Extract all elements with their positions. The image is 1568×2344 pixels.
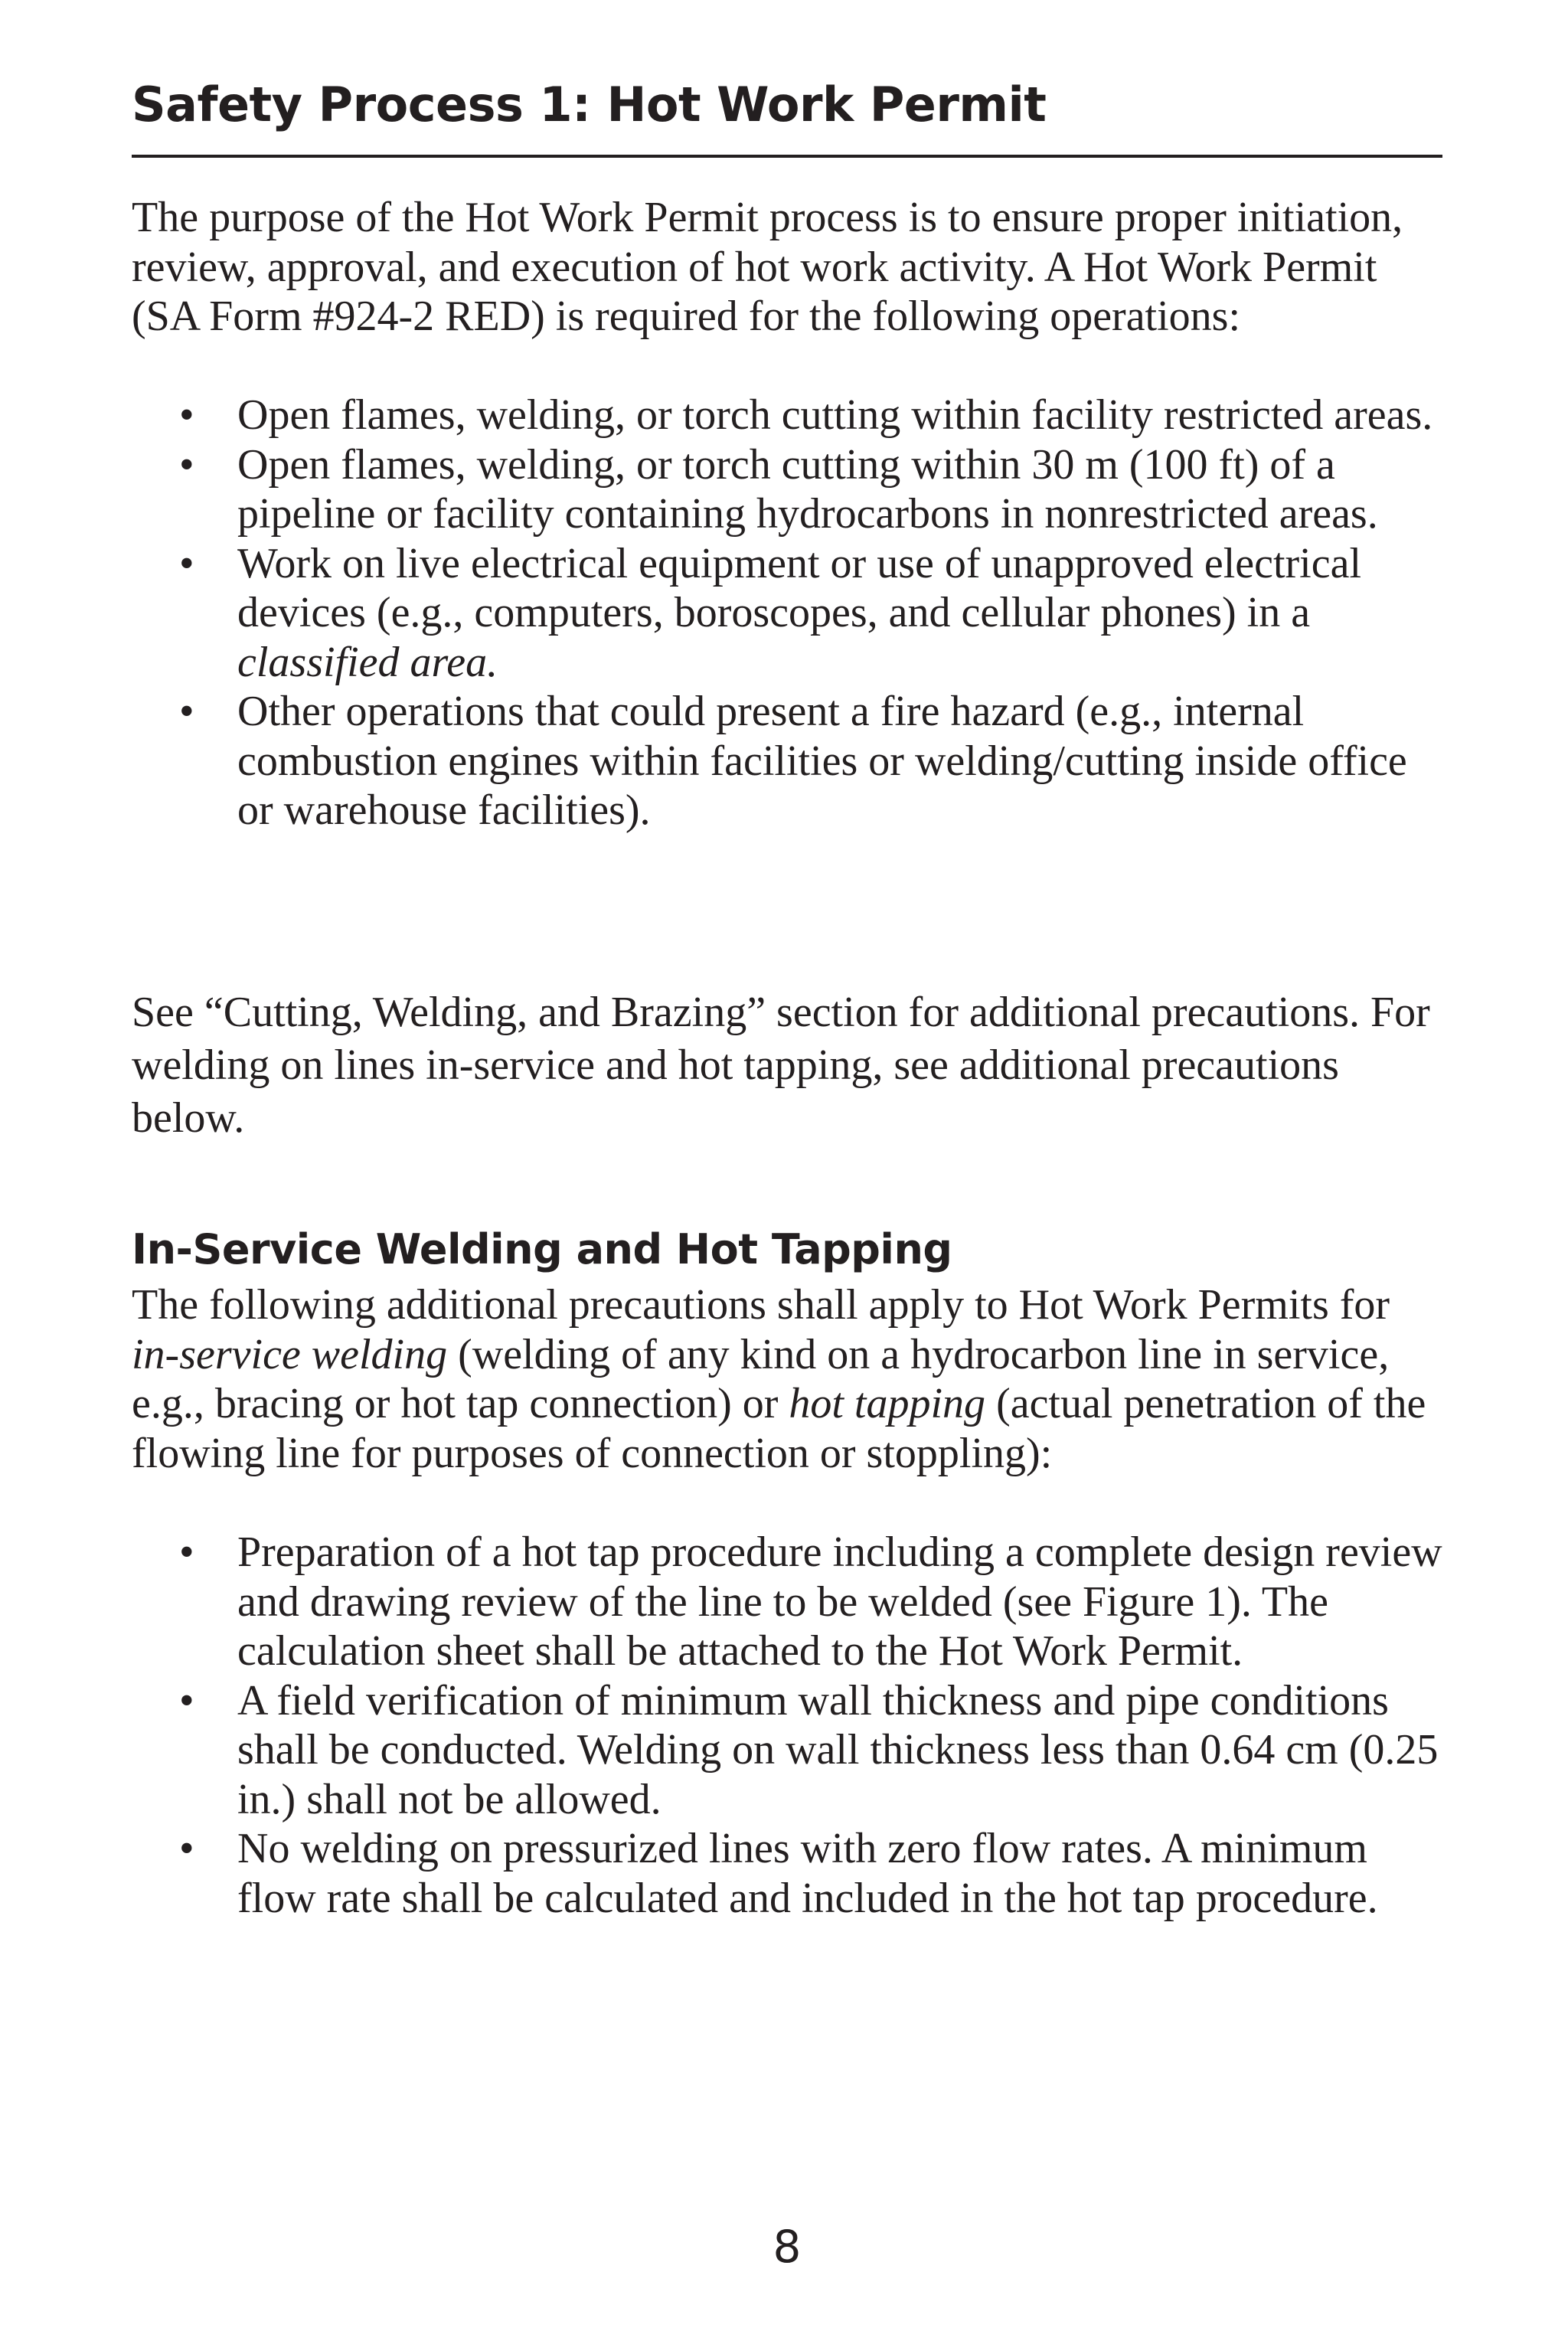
section-paragraph [132, 1280, 1442, 1478]
see-also-paragraph: See “Cutting, Welding, and Brazing” section for additional precautions. For welding on lines in-service and hot tapping, see additional precautions below. [132, 989, 1430, 1142]
section-paragraph-text: (actual penetration of the flowing line for purposes of connection or stoppling): [132, 1380, 1426, 1477]
list-item [132, 1676, 1442, 1825]
list-item-text: No welding on pressurized lines with zero flow rates. A minimum flow rate shall be calculated and included in the hot tap procedure. [237, 1825, 1378, 1922]
bullet-icon: • [179, 440, 194, 489]
list-item [132, 440, 1442, 539]
bullet-icon: • [179, 391, 194, 439]
bullet-icon: • [179, 1825, 194, 1872]
list-item [132, 539, 1442, 688]
operations-list [132, 391, 1442, 835]
page-number: 8 [773, 2221, 802, 2273]
intro-paragraph: The purpose of the Hot Work Permit process is to ensure proper initiation, review, approval, and execution of hot work activity. A Hot Work Permit (SA Form #924-2 RED) is required for the following operations: [132, 194, 1403, 340]
list-item-text: Other operations that could present a fire hazard (e.g., internal combustion engines within facilities or welding/cutting inside office or warehouse facilities). [237, 688, 1407, 834]
bullet-icon: • [179, 688, 194, 735]
document-page [132, 0, 1442, 2344]
precautions-list [132, 1528, 1442, 1923]
list-item [132, 687, 1442, 835]
section-heading: In-Service Welding and Hot Tapping [132, 1225, 952, 1273]
section-paragraph-text: The following additional precautions shall apply to Hot Work Permits for [132, 1281, 1390, 1329]
list-item-text: Open flames, welding, or torch cutting within facility restricted areas. [237, 391, 1433, 439]
list-item-text: Work on live electrical equipment or use of unapproved electrical devices (e.g., computers, boroscopes, and cellular phones) in a [237, 539, 1362, 636]
bullet-icon: • [179, 539, 194, 587]
page-title: Safety Process 1: Hot Work Permit [132, 77, 1047, 132]
bullet-icon: • [179, 1676, 194, 1724]
list-item-text: Open flames, welding, or torch cutting within 30 m (100 ft) of a pipeline or facility containing hydrocarbons in nonrestricted areas. [237, 440, 1378, 538]
list-item [132, 391, 1442, 440]
bullet-icon: • [179, 1528, 194, 1576]
list-item-italic-term: classified area. [237, 638, 498, 686]
section-paragraph-text: (welding of any kind on a hydrocarbon line in service, e.g., bracing or hot tap connection) or [132, 1330, 1390, 1427]
list-item [132, 1824, 1442, 1923]
list-item-text: A field verification of minimum wall thickness and pipe conditions shall be conducted. Welding on wall thickness less than 0.64 cm (0.25 in.) shall not be allowed. [237, 1676, 1439, 1823]
italic-term-in-service-welding: in-service welding [132, 1330, 448, 1378]
list-item [132, 1528, 1442, 1676]
title-underline [132, 155, 1442, 158]
list-item-text: Preparation of a hot tap procedure including a complete design review and drawing review of the line to be welded (see Figure 1). The calculation sheet shall be attached to the Hot Work Permit. [237, 1528, 1442, 1675]
italic-term-hot-tapping: hot tapping [789, 1380, 986, 1427]
